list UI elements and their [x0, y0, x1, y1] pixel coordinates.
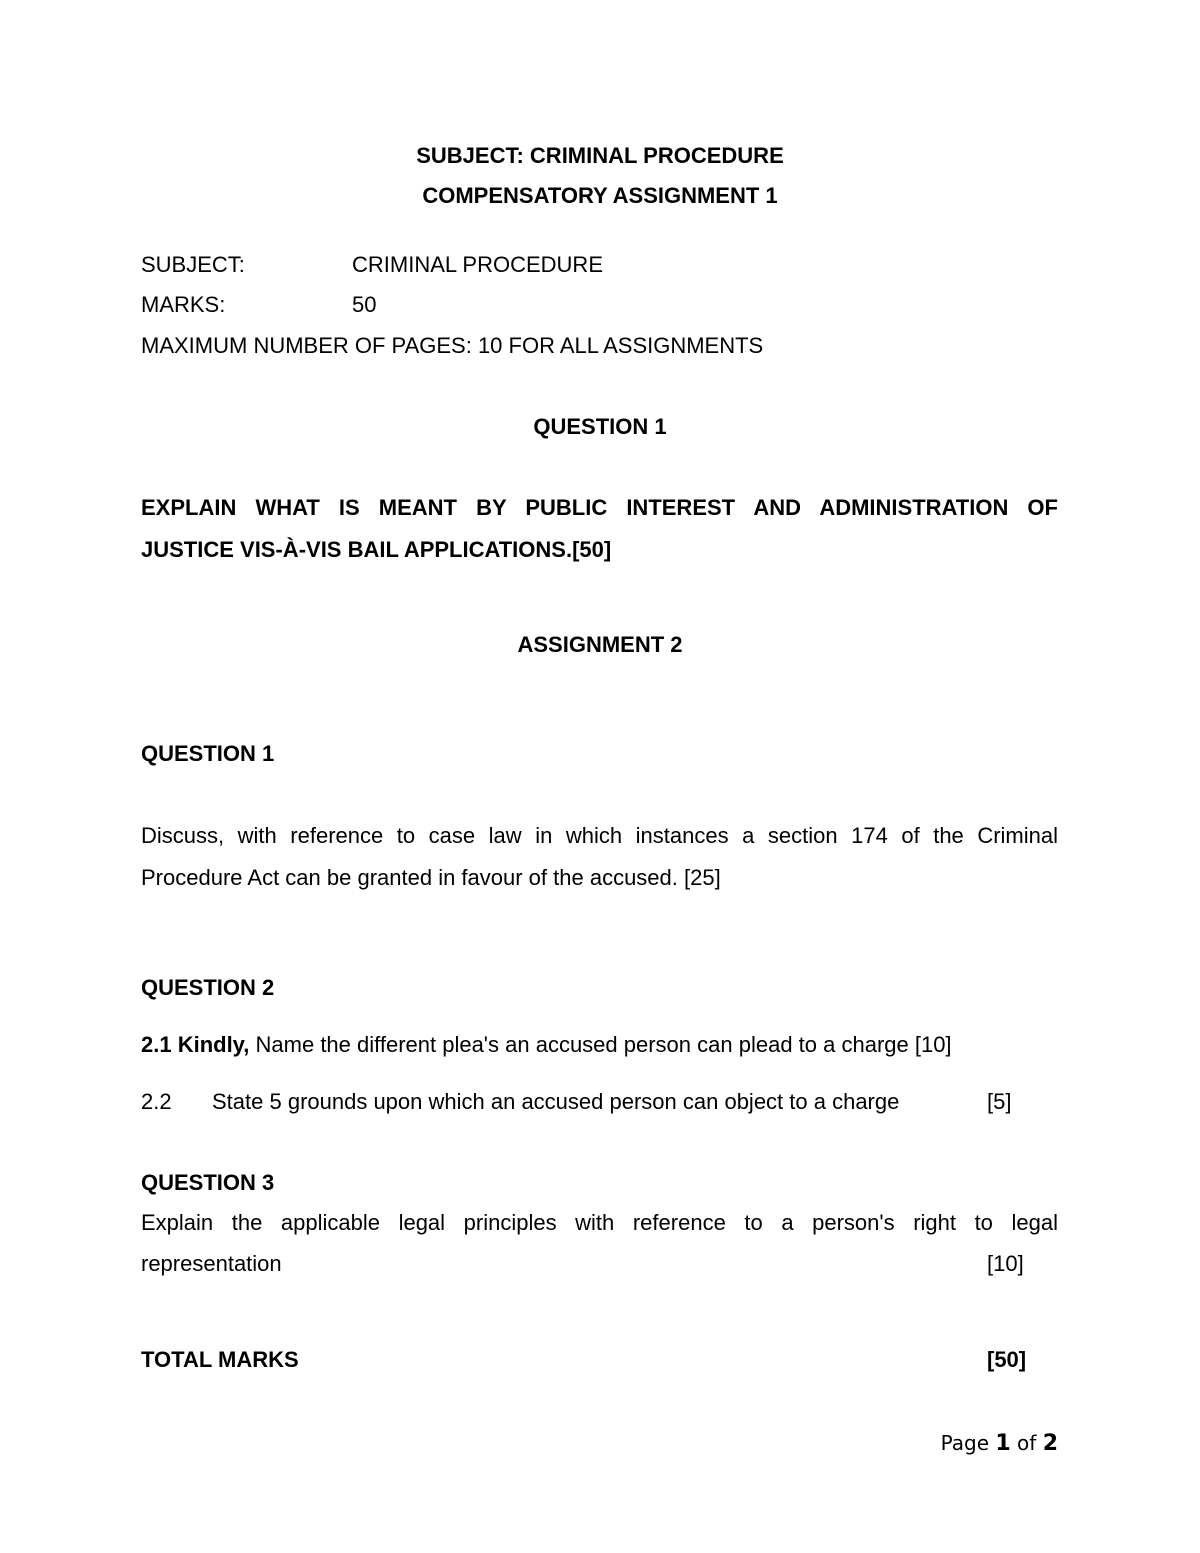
- max-pages-text: MAXIMUM NUMBER OF PAGES: 10 FOR ALL ASSIGNMENTS: [141, 333, 764, 358]
- subject-row: [141, 251, 245, 279]
- assignment2-q3-heading: QUESTION 3: [141, 1170, 275, 1195]
- document-subtitle: COMPENSATORY ASSIGNMENT 1: [422, 183, 778, 208]
- assignment2-heading: ASSIGNMENT 2: [517, 632, 683, 657]
- assignment2-q3-marks: [10]: [987, 1251, 1024, 1276]
- assignment2-q3-line1: Explain the applicable legal principles with reference to a person's right to legal: [141, 1210, 1058, 1235]
- subject-value: CRIMINAL PROCEDURE: [352, 252, 603, 277]
- assignment2-q1-line2: Procedure Act can be granted in favour of the accused. [25]: [141, 865, 721, 890]
- assignment1-question-heading: QUESTION 1: [533, 414, 667, 439]
- document-title: SUBJECT: CRIMINAL PROCEDURE: [416, 143, 784, 168]
- total-marks-label: TOTAL MARKS: [141, 1347, 299, 1372]
- q2-item2-marks: [5]: [987, 1089, 1012, 1114]
- assignment2-q3-line2: representation: [141, 1251, 282, 1276]
- footer-page-total: 2: [1042, 1431, 1058, 1456]
- q2-item2-number: 2.2: [141, 1089, 172, 1114]
- assignment2-q1-heading: QUESTION 1: [141, 741, 275, 766]
- assignment2-q2-item1: [141, 1031, 952, 1059]
- footer-page-current: 1: [995, 1431, 1011, 1456]
- q2-item2-text: State 5 grounds upon which an accused person can object to a charge: [212, 1089, 900, 1114]
- marks-value: 50: [352, 292, 377, 317]
- q2-item1-text: Name the different plea's an accused person can plead to a charge [10]: [249, 1032, 952, 1057]
- assignment1-question-line1: EXPLAIN WHAT IS MEANT BY PUBLIC INTEREST AND ADMINISTRATION OF: [141, 495, 1058, 520]
- subject-label: SUBJECT:: [141, 252, 245, 277]
- assignment2-q2-heading: QUESTION 2: [141, 975, 275, 1000]
- footer-page-word: Page: [940, 1431, 990, 1455]
- assignment1-question-line2: JUSTICE VIS-À-VIS BAIL APPLICATIONS.[50]: [141, 537, 612, 562]
- marks-label: MARKS:: [141, 292, 226, 317]
- total-marks-value: [50]: [987, 1347, 1027, 1372]
- page-footer: [941, 1430, 1058, 1457]
- assignment2-q1-line1: Discuss, with reference to case law in which instances a section 174 of the Criminal: [141, 823, 1058, 848]
- q2-item1-number: 2.1 Kindly,: [141, 1032, 250, 1057]
- footer-of-word: of: [1017, 1431, 1037, 1455]
